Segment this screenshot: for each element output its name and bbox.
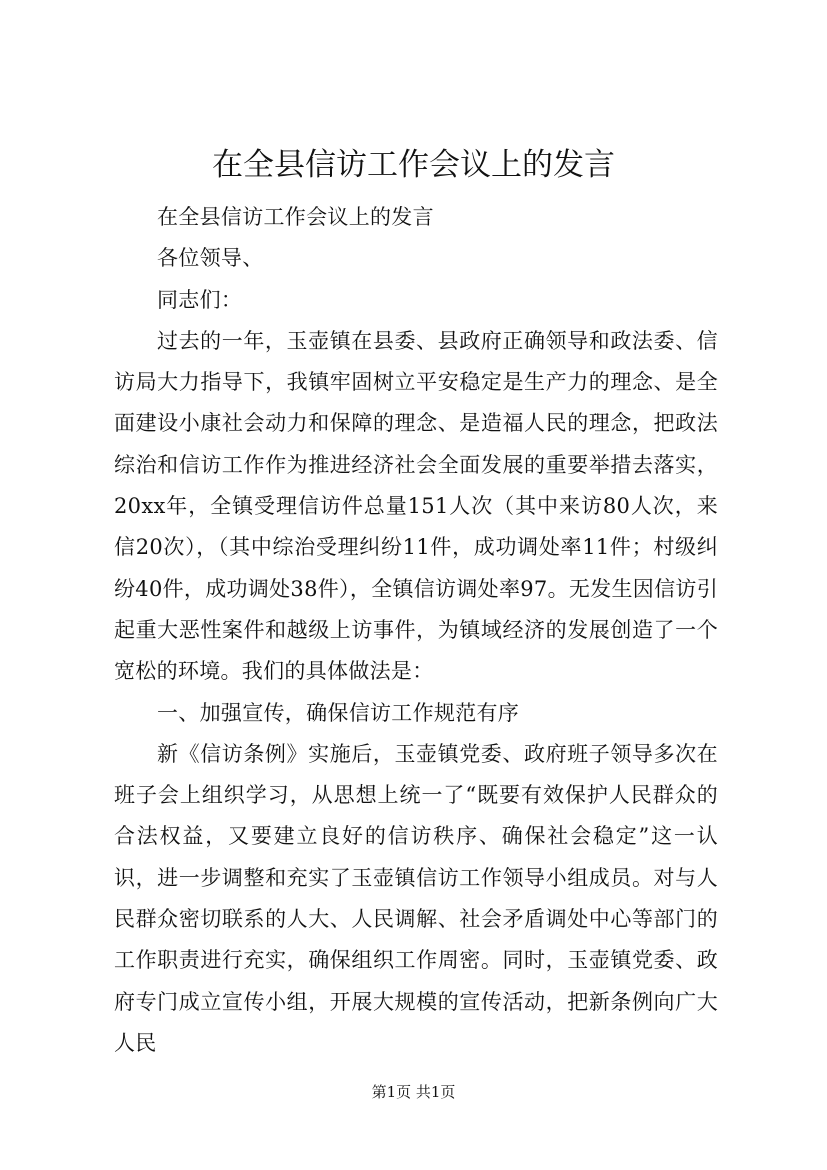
subtitle-paragraph: 在全县信访工作会议上的发言	[157, 205, 434, 229]
salutation-leaders: 各位领导、	[157, 246, 264, 271]
body-paragraph: 新《信访条例》实施后，玉壶镇党委、政府班子领导多次在班子会上组织学习，从思想上统一了“既要有效保护人民群众的合法权益，又要建立良好的信访秩序、确保社会稳定”这一认识，进一步调整和充实了玉壶镇信访工作领导小组成员。对与人民群众密切联系的人大、人民调解、社会矛盾调处中心等部门的工作职责进行充实，确保组织工作周密。同时，玉壶镇党委、政府专门成立宣传小组，开展大规模的宣传活动，把新条例向广大人民	[114, 741, 718, 1055]
document-body	[114, 197, 718, 1064]
salutation-comrades: 同志们：	[157, 287, 243, 312]
document-title: 在全县信访工作会议上的发言	[212, 147, 615, 183]
section-heading: 一、加强宣传，确保信访工作规范有序	[157, 700, 520, 725]
body-paragraph: 过去的一年，玉壶镇在县委、县政府正确领导和政法委、信访局大力指导下，我镇牢固树立平安稳定是生产力的理念、是全面建设小康社会动力和保障的理念、是造福人民的理念，把政法综治和信访工作作为推进经济社会全面发展的重要举措去落实，20xx年，全镇受理信访件总量151人次（其中来访80人次，来信20次），（其中综治受理纠纷11件，成功调处率11件；村级纠纷40件，成功调处38件），全镇信访调处率97。无发生因信访引起重大恶性案件和越级上访事件，为镇域经济的发展创造了一个宽松的环境。我们的具体做法是：	[114, 328, 718, 684]
page-number-footer: 第1页 共1页	[371, 1083, 456, 1101]
